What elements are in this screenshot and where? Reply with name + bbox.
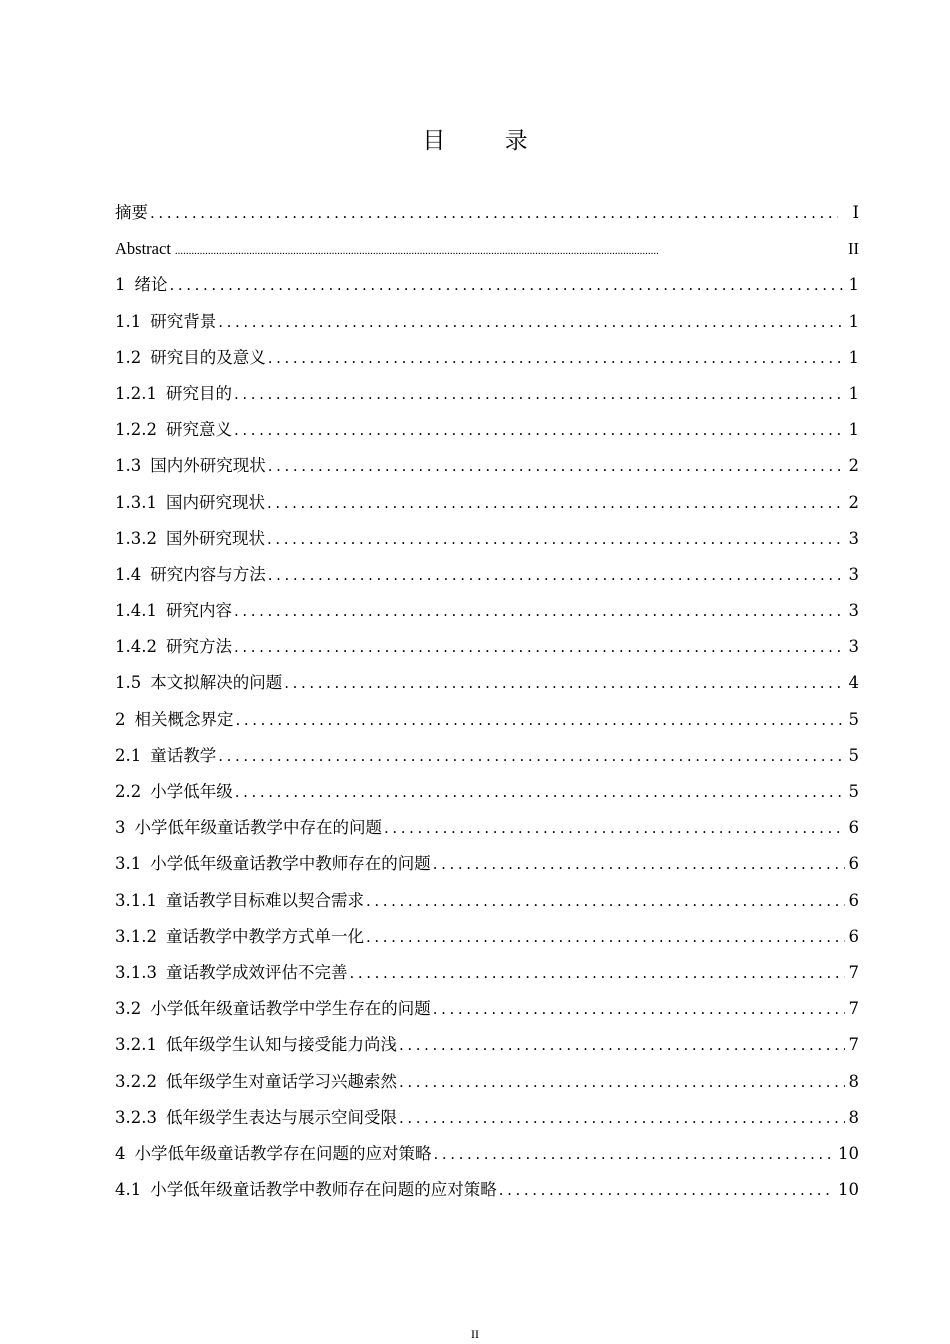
dot-leader <box>218 304 844 340</box>
dot-leader <box>434 1136 835 1172</box>
toc-entry-title: 童话教学 <box>150 745 217 765</box>
toc-entry-title: 低年级学生表达与展示空间受限 <box>165 1107 397 1127</box>
toc-entry-title: 国外研究现状 <box>165 528 265 548</box>
toc-entry[interactable] <box>115 1136 859 1172</box>
toc-entry-page: 3 <box>848 564 859 584</box>
toc-entry[interactable] <box>115 521 859 557</box>
dot-leader <box>433 991 845 1027</box>
toc-entry-page: 7 <box>848 999 859 1019</box>
toc-entry-title: 研究内容与方法 <box>150 564 266 584</box>
dot-leader <box>499 1172 834 1208</box>
toc-entry-number: 4 <box>115 1143 126 1163</box>
toc-entry[interactable] <box>115 810 859 846</box>
toc-entry[interactable] <box>115 1172 859 1208</box>
toc-entry-title: 研究背景 <box>150 311 217 331</box>
toc-entry[interactable] <box>115 1027 859 1063</box>
toc-entry-title: 小学低年级童话教学中教师存在问题的应对策略 <box>150 1180 497 1200</box>
dot-leader <box>366 883 845 919</box>
toc-entry-page: 8 <box>848 1107 859 1127</box>
toc-entry-title: 小学低年级童话教学中存在的问题 <box>134 818 382 838</box>
toc-entry-title: 研究意义 <box>165 420 232 440</box>
toc-entry-number: 3 <box>115 818 126 838</box>
toc-entry[interactable] <box>115 195 859 231</box>
toc-entry-title: 童话教学中教学方式单一化 <box>165 926 364 946</box>
toc-entry-title: 绪论 <box>134 275 168 295</box>
toc-entry-page: 6 <box>848 890 859 910</box>
toc-entry[interactable] <box>115 340 859 376</box>
toc-entry-title: 童话教学目标难以契合需求 <box>165 890 364 910</box>
dot-leader <box>268 557 845 593</box>
toc-entry-title: Abstract <box>115 239 171 259</box>
toc-entry-number: 2.2 <box>115 782 142 801</box>
toc-entry-number: 3.1 <box>115 854 142 874</box>
dot-leader <box>268 448 845 484</box>
dot-leader <box>267 521 845 557</box>
toc-entry[interactable] <box>115 738 859 774</box>
toc-entry-number: 1.3 <box>115 456 142 476</box>
dot-leader <box>399 1100 845 1136</box>
toc-entry-title: 摘要 <box>115 203 148 222</box>
dot-leader <box>399 1064 845 1100</box>
toc-entry-number: 1.4 <box>115 564 142 584</box>
dot-leader <box>170 267 845 303</box>
toc-entry-page: 6 <box>848 854 859 874</box>
toc-entry-page: 1 <box>848 420 859 440</box>
toc-entry-page: 3 <box>848 528 859 548</box>
toc-entry-title: 国内研究现状 <box>165 492 265 512</box>
page-title: 目 录 <box>422 128 554 154</box>
dot-leader <box>366 919 845 955</box>
toc-entry-title: 本文拟解决的问题 <box>150 673 283 693</box>
dot-leader <box>234 629 845 665</box>
toc-entry[interactable] <box>115 702 859 738</box>
toc-entry-title: 低年级学生认知与接受能力尚浅 <box>165 1035 397 1055</box>
toc-entry-title: 国内外研究现状 <box>150 456 266 476</box>
toc-entry-number: 1 <box>115 275 126 295</box>
toc-entry-page: I <box>852 203 859 222</box>
toc-entry-number: 3.2.1 <box>115 1035 157 1055</box>
dot-leader <box>384 810 845 846</box>
toc-entry-number: 1.5 <box>115 673 142 693</box>
toc-entry-page: 6 <box>848 818 859 838</box>
toc-entry-number: 1.3.2 <box>115 528 157 548</box>
toc-entry-page: 10 <box>838 1143 859 1163</box>
toc-entry[interactable] <box>115 1064 859 1100</box>
page-number: II <box>471 1327 479 1341</box>
toc-entry-page: 7 <box>848 1035 859 1055</box>
dot-leader <box>349 955 844 991</box>
table-of-contents <box>115 195 859 1208</box>
toc-entry-number: 3.1.3 <box>115 962 157 982</box>
dot-leader <box>267 485 845 521</box>
toc-entry-number: 3.2.2 <box>115 1071 157 1091</box>
toc-entry-page: 5 <box>848 745 859 765</box>
dot-leader <box>234 376 845 412</box>
toc-entry[interactable] <box>115 919 859 955</box>
toc-entry[interactable] <box>115 593 859 629</box>
toc-entry-page: 2 <box>848 456 859 476</box>
toc-entry-title: 童话教学成效评估不完善 <box>165 962 348 982</box>
toc-entry[interactable] <box>115 231 859 267</box>
dot-leader <box>150 195 838 231</box>
toc-entry-page: 6 <box>848 926 859 946</box>
toc-entry-number: 3.1.2 <box>115 926 157 946</box>
toc-entry[interactable] <box>115 412 859 448</box>
toc-entry-title: 研究目的及意义 <box>150 347 266 367</box>
toc-entry[interactable] <box>115 774 859 810</box>
dot-leader <box>234 412 845 448</box>
dot-leader <box>284 665 844 701</box>
toc-entry-page: 4 <box>848 673 859 693</box>
toc-entry[interactable] <box>115 1100 859 1136</box>
toc-entry-number: 1.4.1 <box>115 601 157 621</box>
toc-entry-number: 1.4.2 <box>115 637 157 657</box>
toc-entry-page: 7 <box>848 962 859 982</box>
toc-entry-number: 2.1 <box>115 745 142 765</box>
toc-entry-page: 3 <box>848 601 859 621</box>
dot-leader <box>268 340 845 376</box>
toc-entry[interactable] <box>115 485 859 521</box>
toc-entry-page: 1 <box>848 347 859 367</box>
toc-entry[interactable] <box>115 376 859 412</box>
toc-entry-number: 1.2.1 <box>115 383 157 403</box>
toc-entry[interactable] <box>115 629 859 665</box>
toc-entry-page: 1 <box>848 311 859 331</box>
toc-entry-number: 1.2.2 <box>115 420 157 440</box>
toc-entry-title: 小学低年级童话教学存在问题的应对策略 <box>134 1143 432 1163</box>
toc-entry[interactable] <box>115 846 859 882</box>
dot-leader <box>234 593 845 629</box>
toc-entry-page: 5 <box>848 782 859 801</box>
toc-entry-page: 8 <box>848 1071 859 1091</box>
toc-entry-number: 2 <box>115 709 126 729</box>
toc-entry-page: 2 <box>848 492 859 512</box>
toc-entry[interactable] <box>115 267 859 303</box>
toc-entry-title: 小学低年级童话教学中学生存在的问题 <box>150 999 431 1019</box>
toc-entry-page: 1 <box>848 383 859 403</box>
dot-leader <box>218 738 844 774</box>
toc-entry-number: 3.2.3 <box>115 1107 157 1127</box>
toc-entry-title: 相关概念界定 <box>134 709 234 729</box>
toc-entry-title: 低年级学生对童话学习兴趣索然 <box>165 1071 397 1091</box>
toc-entry-page: 3 <box>848 637 859 657</box>
toc-entry-number: 3.2 <box>115 999 142 1019</box>
dot-leader <box>236 702 845 738</box>
toc-entry-title: 研究方法 <box>165 637 232 657</box>
toc-entry-page: 10 <box>838 1180 859 1200</box>
toc-entry-number: 1.1 <box>115 311 142 331</box>
dot-leader <box>433 846 845 882</box>
toc-entry-number: 4.1 <box>115 1180 142 1200</box>
toc-entry-title: 研究目的 <box>165 383 232 403</box>
toc-entry-number: 1.2 <box>115 347 142 367</box>
toc-entry-title: 小学低年级童话教学中教师存在的问题 <box>150 854 431 874</box>
toc-entry[interactable] <box>115 883 859 919</box>
toc-entry[interactable] <box>115 955 859 991</box>
toc-entry-number: 3.1.1 <box>115 890 157 910</box>
toc-entry-title: 小学低年级 <box>150 782 233 801</box>
dot-leader <box>235 774 845 810</box>
toc-entry[interactable] <box>115 448 859 484</box>
toc-entry[interactable] <box>115 304 859 340</box>
toc-entry[interactable] <box>115 557 859 593</box>
toc-entry-page: 1 <box>848 275 859 295</box>
dot-leader <box>175 233 847 267</box>
toc-entry-title: 研究内容 <box>165 601 232 621</box>
toc-entry[interactable] <box>115 991 859 1027</box>
toc-entry-number: 1.3.1 <box>115 492 157 512</box>
dot-leader <box>399 1027 845 1063</box>
toc-entry-page: II <box>848 239 859 259</box>
toc-entry[interactable] <box>115 665 859 701</box>
toc-entry-page: 5 <box>848 709 859 729</box>
